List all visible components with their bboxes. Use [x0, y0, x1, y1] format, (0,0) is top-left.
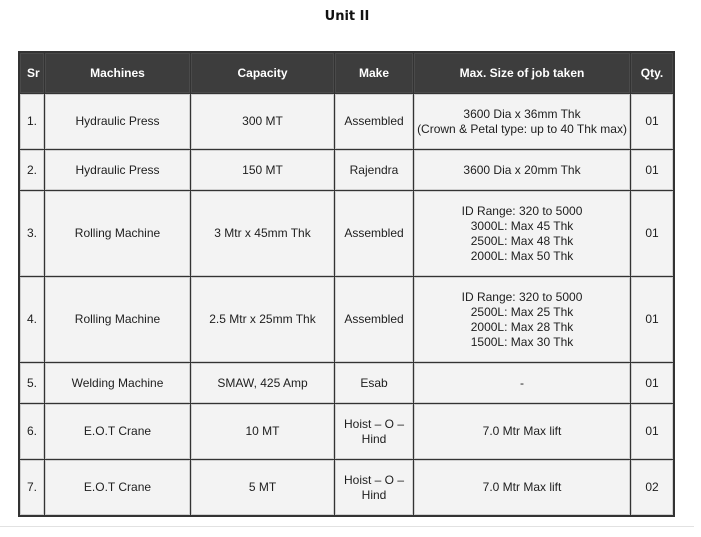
cell-max-size	[414, 404, 630, 459]
header-make: Make	[335, 53, 413, 93]
table-row	[20, 363, 673, 403]
make-line: Esab	[360, 375, 388, 390]
table-row	[20, 277, 673, 362]
machines-table-wrapper	[18, 51, 675, 517]
cell-sr: 3.	[20, 191, 44, 276]
cell-machine: E.O.T Crane	[45, 404, 190, 459]
cell-machine: Welding Machine	[45, 363, 190, 403]
max-size-line: 3000L: Max 45 Thk	[470, 218, 574, 233]
cell-qty: 01	[631, 94, 673, 149]
cell-qty: 02	[631, 460, 673, 515]
cell-sr: 1.	[20, 94, 44, 149]
header-qty: Qty.	[631, 53, 673, 93]
cell-sr: 4.	[20, 277, 44, 362]
cell-make	[335, 404, 413, 459]
cell-make	[335, 363, 413, 403]
cell-capacity: 5 MT	[191, 460, 334, 515]
cell-qty: 01	[631, 191, 673, 276]
max-size-line: 2000L: Max 50 Thk	[470, 248, 574, 263]
max-size-line: 3600 Dia x 36mm Thk	[463, 106, 581, 121]
max-size-line: 2500L: Max 48 Thk	[470, 233, 574, 248]
table-row	[20, 191, 673, 276]
cell-make	[335, 460, 413, 515]
make-line: Rajendra	[349, 162, 399, 177]
max-size-line: 2500L: Max 25 Thk	[470, 304, 574, 319]
cell-machine: Hydraulic Press	[45, 150, 190, 190]
table-header-row	[20, 53, 673, 93]
table-row	[20, 460, 673, 515]
page-bottom-divider	[0, 526, 694, 527]
cell-qty: 01	[631, 404, 673, 459]
cell-capacity: 300 MT	[191, 94, 334, 149]
cell-max-size	[414, 191, 630, 276]
cell-machine: Hydraulic Press	[45, 94, 190, 149]
make-line: Assembled	[344, 226, 404, 240]
cell-max-size	[414, 277, 630, 362]
cell-sr: 7.	[20, 460, 44, 515]
header-sr: Sr	[20, 53, 44, 93]
cell-capacity: 3 Mtr x 45mm Thk	[191, 191, 334, 276]
max-size-line: 1500L: Max 30 Thk	[470, 334, 574, 349]
cell-machine: Rolling Machine	[45, 191, 190, 276]
cell-capacity: 2.5 Mtr x 25mm Thk	[191, 277, 334, 362]
max-size-line: (Crown & Petal type: up to 40 Thk max)	[417, 121, 627, 136]
cell-max-size	[414, 150, 630, 190]
cell-make	[335, 94, 413, 149]
page-title: Unit II	[324, 9, 370, 24]
cell-capacity: 10 MT	[191, 404, 334, 459]
cell-capacity: SMAW, 425 Amp	[191, 363, 334, 403]
header-max-size: Max. Size of job taken	[414, 53, 630, 93]
cell-max-size	[414, 460, 630, 515]
max-size-line: 2000L: Max 28 Thk	[470, 319, 574, 334]
make-line: Hind	[361, 431, 387, 446]
table-row	[20, 94, 673, 149]
make-line: Assembled	[344, 114, 404, 128]
max-size-line: 7.0 Mtr Max lift	[482, 424, 562, 438]
cell-max-size	[414, 363, 630, 403]
cell-capacity: 150 MT	[191, 150, 334, 190]
machines-table	[18, 51, 675, 517]
max-size-line: -	[520, 375, 524, 390]
cell-make	[335, 150, 413, 190]
table-row	[20, 404, 673, 459]
cell-machine: Rolling Machine	[45, 277, 190, 362]
table-row	[20, 150, 673, 190]
cell-qty: 01	[631, 277, 673, 362]
cell-sr: 5.	[20, 363, 44, 403]
max-size-line: ID Range: 320 to 5000	[461, 203, 583, 218]
max-size-line: ID Range: 320 to 5000	[461, 289, 583, 304]
make-line: Hind	[361, 487, 387, 502]
max-size-line: 3600 Dia x 20mm Thk	[463, 162, 581, 177]
cell-max-size	[414, 94, 630, 149]
cell-qty: 01	[631, 363, 673, 403]
cell-qty: 01	[631, 150, 673, 190]
cell-make	[335, 277, 413, 362]
cell-sr: 2.	[20, 150, 44, 190]
make-line: Assembled	[344, 312, 404, 326]
make-line: Hoist – O –	[343, 416, 405, 431]
cell-make	[335, 191, 413, 276]
header-machines: Machines	[45, 53, 190, 93]
max-size-line: 7.0 Mtr Max lift	[482, 480, 562, 494]
header-capacity: Capacity	[191, 53, 334, 93]
cell-machine: E.O.T Crane	[45, 460, 190, 515]
make-line: Hoist – O –	[343, 472, 405, 487]
cell-sr: 6.	[20, 404, 44, 459]
